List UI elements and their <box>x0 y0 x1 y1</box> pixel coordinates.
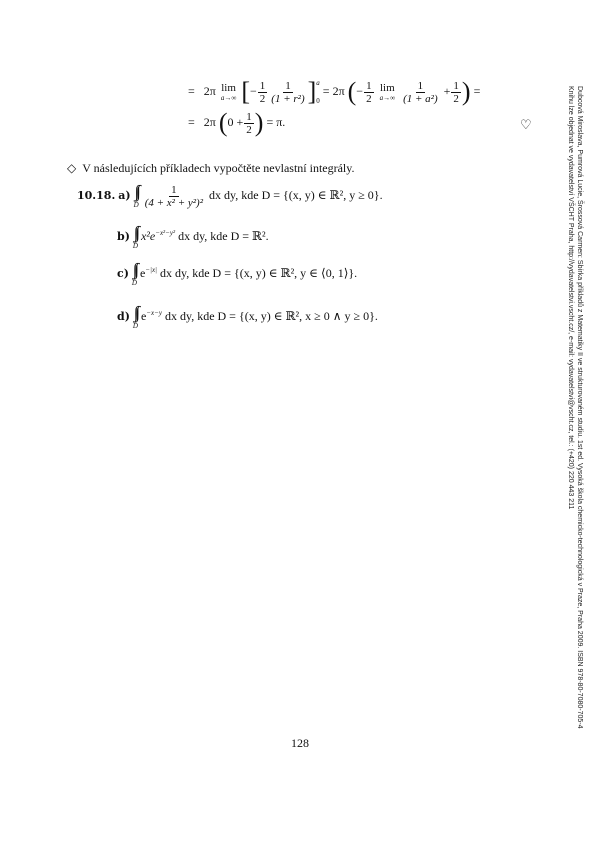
citation-line-2: Knihu lze objednat ve vydavatelství VŠCHT Praha, http://vydavatelstvi.vscht.cz/, e-mail: vydavatelstvi@vscht.cz, tel.: (+420) 220 443 211 <box>567 86 574 510</box>
exercise-item-c <box>117 261 357 287</box>
fraction-denominator: 2 <box>259 92 266 105</box>
equals-2pi: = 2π <box>322 83 345 98</box>
left-bracket: [ <box>241 77 251 106</box>
left-paren: ( <box>347 77 357 106</box>
citation-line-1: Dubcová Miroslava, Pumrová Lucie, Šrossová Carmen: Sbírka příkladů z Matematiky II ve strukturovaném studiu. 1st ed. Vysoká škola chemicko-technologická v Praze, Praha 2009. ISBN 978-80-7080-705-4 <box>576 86 583 729</box>
right-bracket: ] <box>307 77 317 106</box>
intro-text: V následujících příkladech vypočtěte nevlastní integrály. <box>82 161 355 175</box>
exercise-item-d <box>117 304 378 330</box>
a-fraction <box>401 80 440 105</box>
fraction-numerator: 1 <box>171 183 177 196</box>
double-integral <box>132 261 137 287</box>
fraction-numerator: 1 <box>259 79 266 92</box>
half-fraction <box>258 80 268 105</box>
exercise-number: 10.18. <box>77 188 116 202</box>
limit <box>221 82 237 102</box>
derivation-line-1: = 2π lim a→∞ [− $\frac{1}{2}$ $\frac{1}{\text{(1 + r²)}}$ ] a 0 = 2π (− $\frac{1}{2}$ lim a→∞ $\frac{1}{\text{(1 + a²)}}$ + $\frac{1}{2}$ ) = <box>188 74 480 110</box>
exercise-item-a <box>77 183 383 209</box>
integral-tail: dx dy, kde D = {(x, y) ∈ ℝ², y ≥ 0}. <box>209 187 383 202</box>
integral-sign: ∫∫ <box>134 182 138 201</box>
integral-tail: dx dy, kde D = {(x, y) ∈ ℝ², y ∈ ⟨0, 1⟩}. <box>159 265 358 280</box>
fraction-numerator: 1 <box>285 79 291 92</box>
bracket-limits <box>316 74 320 110</box>
integral-domain: D <box>132 242 138 250</box>
equals-sign: = <box>188 114 195 129</box>
exercise-intro <box>67 161 354 176</box>
fraction-denominator: 2 <box>246 123 252 136</box>
fraction-numerator: 1 <box>453 79 459 92</box>
fraction-numerator: 1 <box>366 79 372 92</box>
upper-limit: a <box>316 79 320 87</box>
integral-tail: dx dy, kde D = {(x, y) ∈ ℝ², x ≥ 0 ∧ y ≥ 0}. <box>164 308 378 323</box>
fraction-denominator: (1 + a²) <box>403 92 438 105</box>
equals-sign: = <box>188 83 195 98</box>
left-paren: ( <box>218 108 228 137</box>
integrand: e <box>139 265 146 280</box>
integral-sign: ∫∫ <box>133 303 138 322</box>
item-label: b) <box>117 229 130 243</box>
lim-word: lim <box>221 82 236 94</box>
r-fraction <box>269 80 306 105</box>
derivation-line-2 <box>188 110 285 136</box>
fraction-denominator: 2 <box>453 92 459 105</box>
item-label: c) <box>117 266 129 280</box>
lim-subscript: a→∞ <box>379 94 396 102</box>
integral-sign: ∫∫ <box>133 223 138 242</box>
coefficient: 2π <box>203 114 216 129</box>
fraction-denominator: (4 + x² + y²)² <box>144 196 204 209</box>
fraction-numerator: 1 <box>417 79 424 92</box>
equals-sign: = <box>473 83 481 98</box>
double-integral <box>134 183 139 209</box>
integrand: x²e <box>140 228 156 243</box>
half-fraction <box>244 111 254 136</box>
half-fraction <box>364 80 374 105</box>
page-number: 128 <box>291 736 309 750</box>
right-paren: ) <box>254 108 264 137</box>
result: = π. <box>266 114 286 129</box>
exercise-item-b <box>117 224 269 250</box>
diamond-icon: ◇ <box>67 161 77 175</box>
exponent: −x²−y² <box>155 228 176 237</box>
fraction-denominator: 2 <box>366 92 372 105</box>
right-paren: ) <box>461 77 471 106</box>
item-label: d) <box>117 309 130 323</box>
integral-tail: dx dy, kde D = ℝ². <box>178 228 269 243</box>
exponent: −|x| <box>145 265 157 274</box>
integral-sign: ∫∫ <box>132 260 137 279</box>
limit <box>380 82 396 102</box>
lim-subscript: a→∞ <box>220 94 237 102</box>
fraction-numerator: 1 <box>246 110 252 123</box>
lim-word: lim <box>379 82 395 94</box>
inner-lead: 0 + <box>227 114 244 129</box>
end-of-solution-symbol: ♡ <box>520 117 532 132</box>
double-integral <box>133 224 138 250</box>
plus-half-fraction <box>451 80 461 105</box>
item-label: a) <box>118 188 131 202</box>
exponent: −x−y <box>146 308 162 317</box>
side-citation <box>566 86 584 729</box>
double-integral <box>133 304 138 330</box>
integral-domain: D <box>133 201 139 209</box>
integrand: e <box>140 308 147 323</box>
fraction-denominator: (1 + r²) <box>271 92 305 105</box>
integral-domain: D <box>132 322 138 330</box>
integral-domain: D <box>131 279 137 287</box>
integrand-fraction <box>143 184 205 209</box>
coefficient: 2π <box>203 83 216 98</box>
lower-limit: 0 <box>316 97 320 105</box>
